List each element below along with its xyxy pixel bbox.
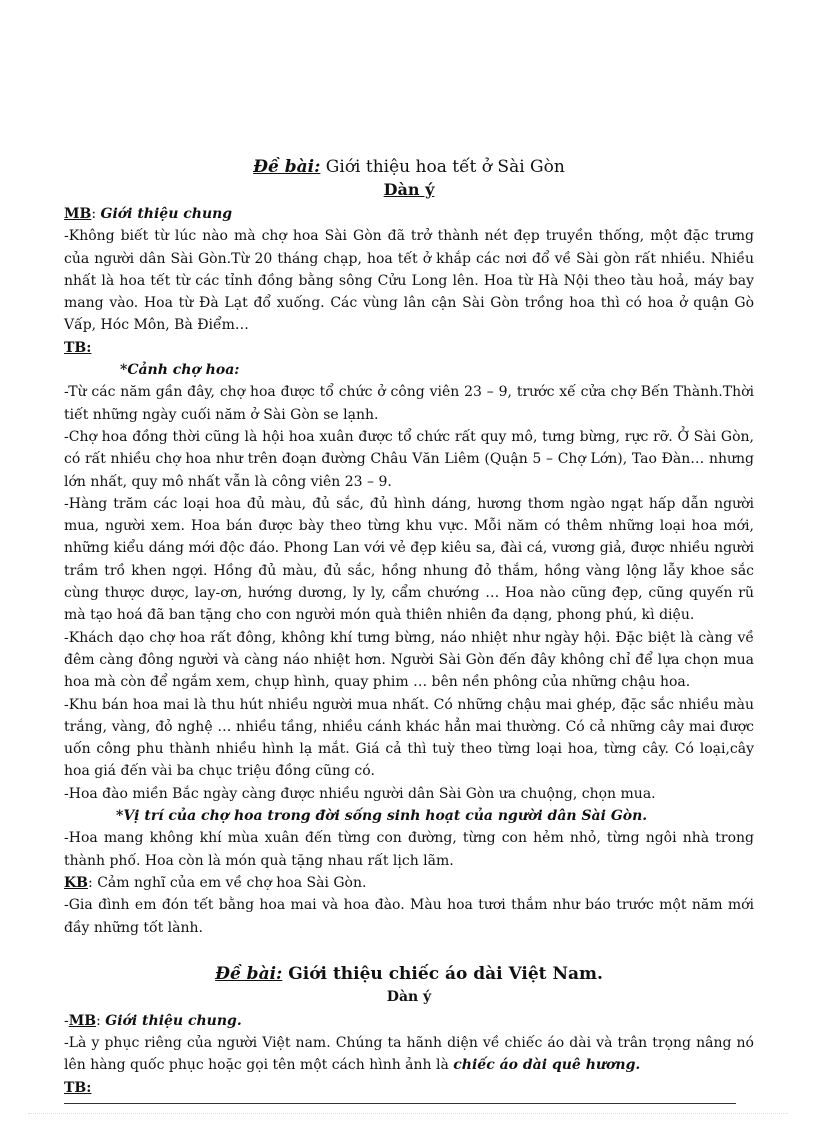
mb-paragraph: -Không biết từ lúc nào mà chợ hoa Sài Gòn đã trở thành nét đẹp truyền thống, một đặc trưng của người dân Sài Gòn.Từ 20 tháng chạp, hoa tết ở khắp các nơi đổ về Sài gòn rất nhiều. Nhiều nhất là hoa tết từ các tỉnh đồng bằng sông Cửu Long lên. Hoa từ Hà Nội theo tàu hoả, máy bay mang vào. Hoa từ Đà Lạt đổ xuống. Các vùng lân cận Sài Gòn trồng hoa thì có hoa ở quận Gò Vấp, Hóc Môn, Bà Điểm… (64, 228, 754, 334)
section1-title-lead: Đề bài: (253, 157, 321, 177)
tb-paragraph: -Từ các năm gần đây, chợ hoa được tổ chức ở công viên 23 – 9, trước xế cửa chợ Bến Thành.Thời tiết những ngày cuối năm ở Sài Gòn se lạnh. (64, 384, 754, 423)
tb-paragraph: -Chợ hoa đồng thời cũng là hội hoa xuân được tổ chức rất quy mô, tưng bừng, rực rỡ. Ở Sài Gòn, có rất nhiều chợ hoa như trên đoạn đường Châu Văn Liêm (Quận 5 – Chợ Lớn), Tao Đàn… nhưng lớn nhất, quy mô nhất vẫn là công viên 23 – 9. (64, 428, 754, 490)
kb-text: Cảm nghĩ của em về chợ hoa Sài Gòn. (97, 874, 367, 891)
s2-tb-label: TB: (64, 1079, 92, 1096)
kb-line (64, 872, 754, 894)
s2-mb-colon: : (96, 1012, 106, 1029)
tb-paragraph: -Hoa đào miền Bắc ngày càng được nhiều người dân Sài Gòn ưa chuộng, chọn mua. (64, 785, 656, 802)
tb-paragraph: -Khách dạo chợ hoa rất đông, không khí tưng bừng, náo nhiệt như ngày hội. Đặc biệt là càng về đêm càng đông người và càng náo nhiệt hơn. Người Sài Gòn đến đây không chỉ để lựa chọn mua hoa mà còn để ngắm xem, chụp hình, quay phim … bên nền phông của những chậu hoa. (64, 629, 754, 691)
mb-heading-line (64, 203, 754, 225)
tb-paragraph: -Khu bán hoa mai là thu hút nhiều người mua nhất. Có những chậu mai ghép, đặc sắc nhiều màu trắng, vàng, đỏ nghệ … nhiều tầng, nhiều cánh khác hẳn mai thường. Có cả những cây mai được uốn công phu thành nhiều hình lạ mắt. Giá cả thì tuỳ theo từng loại hoa, từng cây. Có loại,cây hoa giá đến vài ba chục triệu đồng cũng có. (64, 696, 754, 780)
s2-mb-paragraph-text: -Là y phục riêng của người Việt nam. Chúng ta hãnh diện về chiếc áo dài và trân trọng nâng nó lên hàng quốc phục hoặc gọi tên một cách hình ảnh là (64, 1035, 754, 1074)
s2-mb-label: MB (68, 1012, 97, 1029)
s2-mb-heading: Giới thiệu chung. (105, 1012, 242, 1029)
kb-label: KB (64, 874, 89, 891)
page-edge-dots (28, 1113, 788, 1114)
mb-heading: Giới thiệu chung (100, 206, 233, 222)
document-page (64, 155, 754, 1104)
s2-mb-dash: - (64, 1012, 69, 1029)
s2-mb-heading-line (64, 1010, 754, 1032)
section1-title-text: Giới thiệu hoa tết ở Sài Gòn (320, 157, 565, 177)
section2-title (64, 962, 754, 986)
page-bottom-rule (64, 1103, 736, 1104)
s2-mb-paragraph (64, 1032, 754, 1077)
tb-paragraph: -Hàng trăm các loại hoa đủ màu, đủ sắc, đủ hình dáng, hương thơm ngào ngạt hấp dẫn người mua, người xem. Hoa bán được bày theo từng khu vực. Mỗi năm có thêm những loại hoa mới, những kiểu dáng mới độc đáo. Phong Lan với vẻ đẹp kiêu sa, đài cá, vương giả, được nhiều người trầm trồ khen ngợi. Hồng đủ màu, đủ sắc, hồng nhung đỏ thắm, hồng vàng lộng lẫy khoe sắc cùng thược dược, lay-ơn, hướng dương, ly ly, cẩm chướng … Hoa nào cũng đẹp, cũng quyến rũ mà tạo hoá đã ban tặng cho con người món quà thiên nhiên đa dạng, phong phú, kì diệu. (64, 495, 754, 624)
section1-title (64, 155, 754, 179)
section2-subtitle: Dàn ý (386, 988, 432, 1005)
section2-title-lead: Đề bài: (215, 963, 283, 984)
mb-colon: : (91, 206, 101, 222)
s2-mb-paragraph-emphasis: chiếc áo dài quê hương. (453, 1057, 641, 1074)
tb-heading-line (64, 337, 754, 359)
section-spacer (64, 939, 754, 962)
tb-label: TB: (64, 339, 92, 356)
mb-label: MB (64, 206, 92, 222)
tb-paragraph-last: -Hoa mang không khí mùa xuân đến từng con đường, từng con hẻm nhỏ, từng ngôi nhà trong thành phố. Hoa còn là món quà tặng nhau rất lịch lãm. (64, 830, 754, 869)
section2-title-text: Giới thiệu chiếc áo dài Việt Nam. (282, 963, 603, 984)
s2-tb-heading-line (64, 1077, 754, 1099)
tb-subheading-market: *Cảnh chợ hoa: (120, 362, 240, 379)
tb-subheading-role: *Vị trí của chợ hoa trong đời sống sinh hoạt của người dân Sài Gòn. (116, 808, 648, 825)
section1-subtitle: Dàn ý (383, 180, 435, 199)
kb-colon: : (88, 874, 98, 891)
kb-paragraph: -Gia đình em đón tết bằng hoa mai và hoa đào. Màu hoa tươi thắm như báo trước một năm mới đầy những tốt lành. (64, 897, 754, 936)
